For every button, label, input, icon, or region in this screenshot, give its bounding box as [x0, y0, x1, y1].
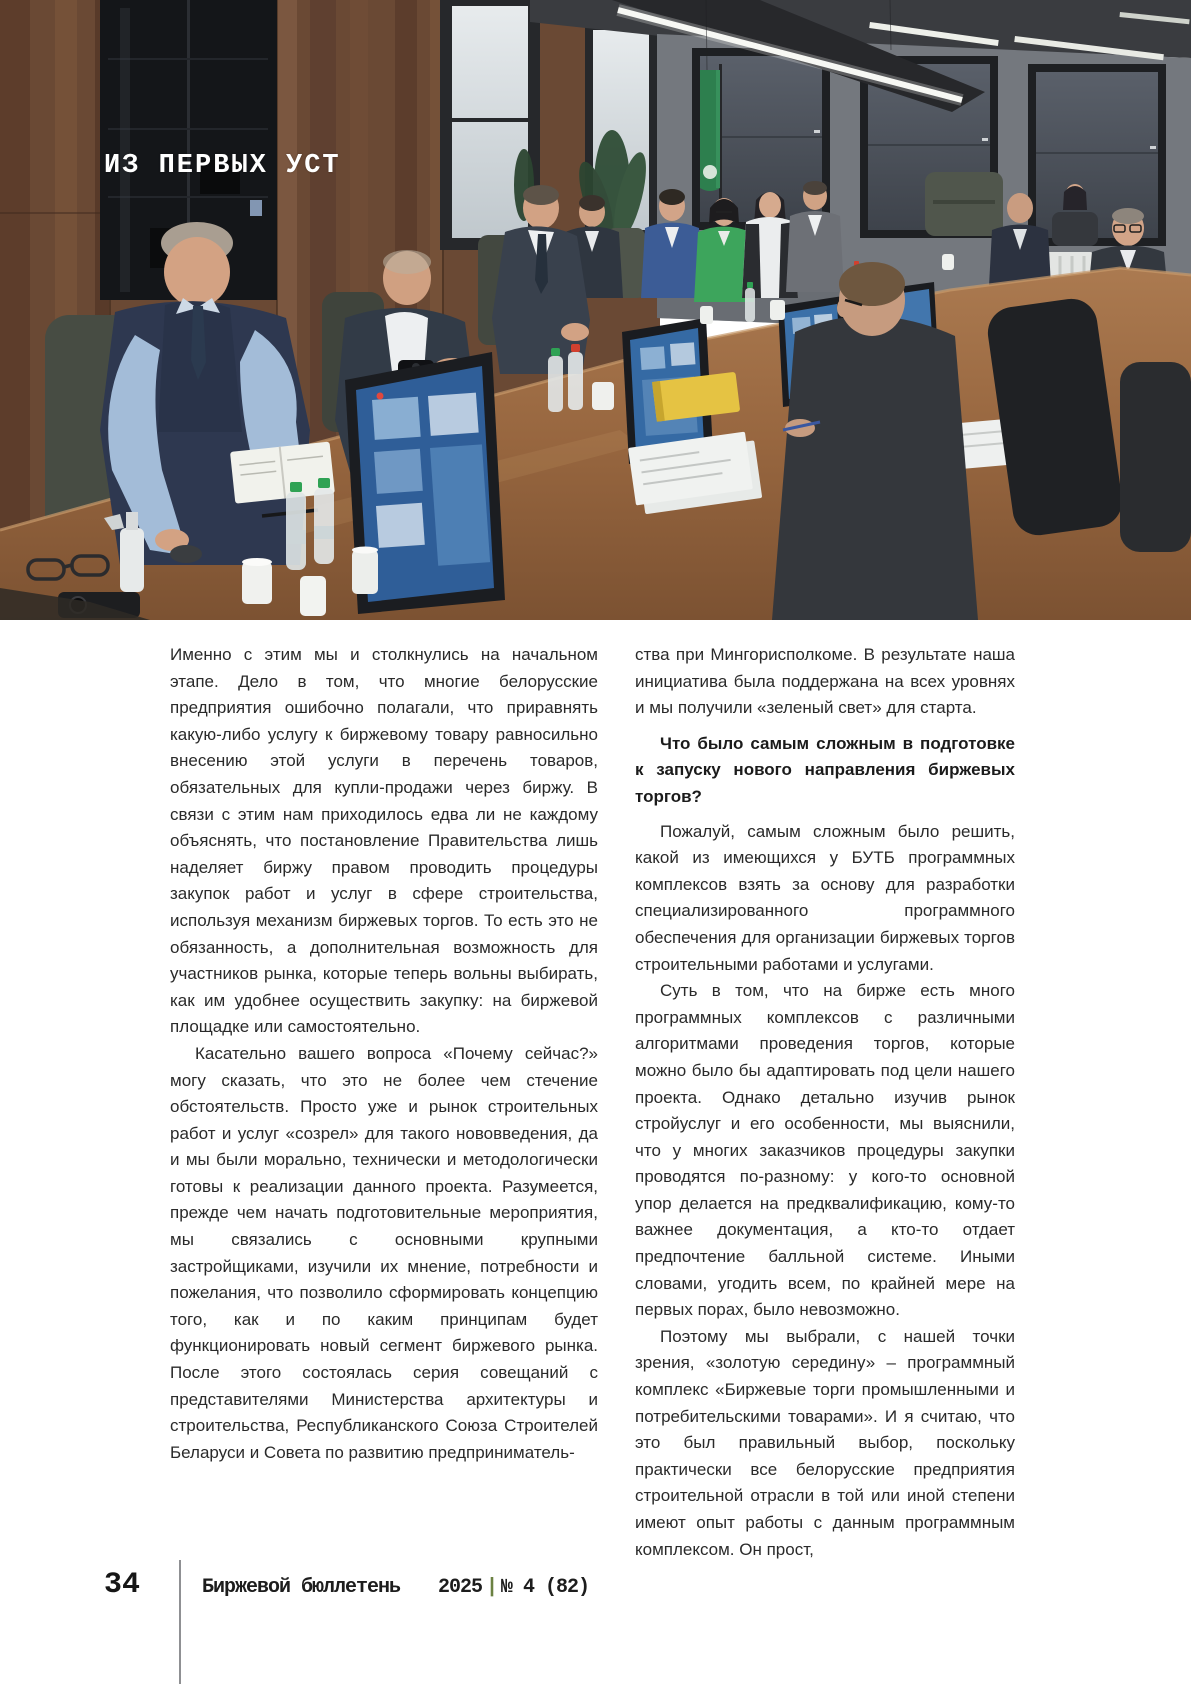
publication-title: Биржевой бюллетень — [202, 1576, 401, 1599]
paragraph: Суть в том, что на бирже есть много программных комплексов с различными алгоритмами проведения торгов, которые можно было бы адаптировать под цели нашего проекта. Однако детально изучив рынок стройуслуг и его особенности, мы выяснили, что у многих заказчиков процедуры закупки проводятся по-разному: у кого-то основной упор делается на предквалификацию, кому-то важнее документация, а кто-то отдает предпочтение балльной системе. Иными словами, угодить всем, по крайней мере на первых порах, было невозможно. — [635, 981, 1015, 1320]
article-column-left — [170, 642, 598, 1466]
paragraph: ства при Мингорисполкоме. В результате наша инициатива была поддержана на всех уровнях и мы получили «зеленый свет» для старта. — [635, 645, 1015, 718]
issue-info — [438, 1576, 589, 1599]
paragraph: Именно с этим мы и столкнулись на начальном этапе. Дело в том, что многие белорусские предприятия ошибочно полагали, что приравнять какую-либо услугу к биржевому товару равносильно внесению этой услуги в перечень товаров, обязательных для купли-продажи через биржу. В связи с этим нам приходилось едва ли не каждому объяснять, что постановление Правительства лишь наделяет биржу правом проводить процедуры закупок работ и услуг в сфере строительства, используя механизм биржевых торгов. То есть это не обязанность, а дополнительная возможность для участников рынка, которые теперь вольны выбирать, как им удобнее осуществить закупку: на биржевой площадке или самостоятельно. — [170, 645, 598, 1037]
paragraph: Касательно вашего вопроса «Почему сейчас?» могу сказать, что это не более чем стечение обстоятельств. Просто уже и рынок строительных работ и услуг «созрел» для такого нововведения, да и мы были морально, технически и методологически готовы к реализации данного проекта. Разумеется, прежде чем начать подготовительные мероприятия, мы связались с основными крупными застройщиками, изучили их мнение, потребности и пожелания, что позволило сформировать концепцию того, как и по каким принципам будет функционировать новый сегмент биржевого рынка. После этого состоялась серия совещаний с представителями Министерства архитектуры и строительства, Республиканского Союза Строителей Беларуси и Совета по развитию предприниматель- — [170, 1043, 598, 1462]
meeting-room-photo — [0, 0, 1191, 620]
meeting-room-illustration — [0, 0, 1191, 620]
office-chair-right-2 — [1120, 362, 1191, 552]
issue-number: № 4 (82) — [501, 1576, 590, 1599]
section-label: ИЗ ПЕРВЫХ УСТ — [104, 151, 341, 181]
issue-separator: | — [486, 1576, 498, 1599]
paragraph: Поэтому мы выбрали, с нашей точки зрения, «золотую середину» – программный комплекс «Биржевые торги промышленными и потребительскими товарами». И я считаю, что это был правильный выбор, поскольку практически все белорусские предприятия строительной отрасли в той или иной степени имеют опыт работы с данным программным комплексом. Он прост, — [635, 1326, 1015, 1559]
page-number: 34 — [104, 1568, 141, 1602]
issue-year: 2025 — [438, 1576, 483, 1599]
paragraph: Пожалуй, самым сложным было решить, какой из имеющихся у БУТБ программных комплексов взять за основу для разработки специализированного программного обеспечения для организации биржевых торгов строительными работами и услугами. — [635, 821, 1015, 974]
footer-divider — [179, 1560, 181, 1684]
interview-question: Что было самым сложным в подготовке к запуску нового направления биржевых торгов? — [635, 733, 1015, 806]
article-column-right — [635, 642, 1015, 1563]
